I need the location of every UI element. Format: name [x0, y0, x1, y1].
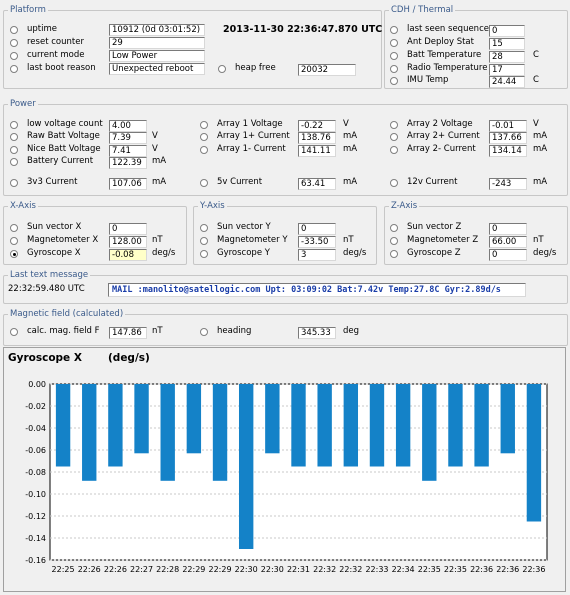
array2m-current-unit: mA	[533, 144, 548, 154]
heading-label: heading	[217, 326, 252, 336]
last-boot-label: last boot reason	[27, 63, 96, 73]
radio-temp-radio[interactable]	[390, 65, 398, 73]
x-tick-label: 22:28	[156, 565, 180, 574]
chart-title: Gyroscope X	[8, 352, 82, 364]
x-tick-label: 22:35	[417, 565, 441, 574]
power-title: Power	[10, 99, 36, 109]
heap-free-field[interactable]: 20032	[298, 64, 356, 76]
sun-vector-y-radio[interactable]	[200, 224, 208, 232]
array2p-current-field[interactable]: 137.66	[489, 132, 527, 144]
array2p-current-radio[interactable]	[390, 133, 398, 141]
nice-batt-radio[interactable]	[10, 146, 18, 154]
v12-radio[interactable]	[390, 179, 398, 187]
array1p-current-unit: mA	[343, 131, 358, 141]
magfield-title: Magnetic field (calculated)	[10, 309, 124, 319]
bar	[108, 384, 122, 467]
current-mode-radio[interactable]	[10, 52, 18, 60]
ant-deploy-label: Ant Deploy Stat	[407, 37, 474, 47]
magnetometer-y-unit: nT	[343, 235, 354, 245]
bar	[501, 384, 515, 453]
y-tick-label: -0.10	[25, 490, 46, 499]
low-voltage-label: low voltage count	[27, 119, 103, 129]
y-tick-label: -0.04	[25, 424, 46, 433]
v12-label: 12v Current	[407, 177, 458, 187]
x-tick-label: 22:36	[496, 565, 520, 574]
gyroscope-y-field[interactable]: 3	[298, 249, 336, 261]
array2-voltage-radio[interactable]	[390, 121, 398, 129]
magnetometer-z-unit: nT	[533, 235, 544, 245]
batt-current-field[interactable]: 122.39	[109, 157, 147, 169]
array2-voltage-field[interactable]: -0.01	[489, 120, 527, 132]
current-mode-field[interactable]: Low Power	[109, 50, 205, 62]
last-seen-radio[interactable]	[390, 26, 398, 34]
reset-counter-radio[interactable]	[10, 39, 18, 47]
calc-mag-radio[interactable]	[10, 328, 18, 336]
nice-batt-field[interactable]: 7.41	[109, 145, 147, 157]
y-tick-label: -0.02	[25, 402, 46, 411]
sun-vector-z-field[interactable]: 0	[489, 223, 527, 235]
x-tick-label: 22:36	[470, 565, 494, 574]
message-title: Last text message	[10, 270, 89, 280]
v33-field[interactable]: 107.06	[109, 178, 147, 190]
imu-temp-unit: C	[533, 75, 539, 85]
gyroscope-z-label: Gyroscope Z	[407, 248, 461, 258]
bar	[396, 384, 410, 467]
array1-voltage-label: Array 1 Voltage	[217, 119, 283, 129]
gyroscope-z-field[interactable]: 0	[489, 249, 527, 261]
x-tick-label: 22:30	[234, 565, 258, 574]
low-voltage-field[interactable]: 4.00	[109, 120, 147, 132]
heap-free-label: heap free	[235, 63, 276, 73]
batt-current-label: Battery Current	[27, 156, 94, 166]
y-tick-label: -0.12	[25, 512, 46, 521]
heading-unit: deg	[343, 326, 360, 336]
x-tick-label: 22:29	[182, 565, 206, 574]
last-seen-label: last seen sequence	[407, 24, 489, 34]
sun-vector-x-radio[interactable]	[10, 224, 18, 232]
sun-vector-x-field[interactable]: 0	[109, 223, 147, 235]
calc-mag-label: calc. mag. field F	[27, 326, 100, 336]
timestamp: 2013-11-30 22:36:47.870 UTC	[223, 24, 383, 35]
gyroscope-y-radio[interactable]	[200, 250, 208, 258]
radio-temp-field[interactable]: 17	[489, 64, 525, 76]
v5-field[interactable]: 63.41	[298, 178, 336, 190]
array2m-current-field[interactable]: 134.14	[489, 145, 527, 157]
gyroscope-z-unit: deg/s	[533, 248, 557, 258]
heap-free-radio[interactable]	[218, 65, 226, 73]
magnetometer-y-radio[interactable]	[200, 237, 208, 245]
batt-temp-unit: C	[533, 50, 539, 60]
magnetometer-z-label: Magnetometer Z	[407, 235, 479, 245]
reset-counter-label: reset counter	[27, 37, 84, 47]
magnetometer-x-radio[interactable]	[10, 237, 18, 245]
chart-unit-label: (deg/s)	[108, 352, 150, 364]
x-tick-label: 22:35	[443, 565, 467, 574]
x-tick-label: 22:34	[391, 565, 415, 574]
calc-mag-unit: nT	[152, 326, 163, 336]
imu-temp-radio[interactable]	[390, 77, 398, 85]
bar	[161, 384, 175, 481]
x-tick-label: 22:27	[130, 565, 154, 574]
array1-voltage-field[interactable]: -0.22	[298, 120, 336, 132]
raw-batt-radio[interactable]	[10, 133, 18, 141]
calc-mag-field[interactable]: 147.86	[109, 327, 147, 339]
gyroscope-y-unit: deg/s	[343, 248, 367, 258]
sun-vector-z-label: Sun vector Z	[407, 222, 462, 232]
imu-temp-field[interactable]: 24.44	[489, 76, 525, 88]
magnetometer-x-label: Magnetometer X	[27, 235, 99, 245]
v5-label: 5v Current	[217, 177, 263, 187]
y-axis-title: Y-Axis	[200, 201, 225, 211]
v12-unit: mA	[533, 177, 548, 187]
y-tick-label: -0.06	[25, 446, 46, 455]
batt-temp-field[interactable]: 28	[489, 51, 525, 63]
magnetometer-z-radio[interactable]	[390, 237, 398, 245]
imu-temp-label: IMU Temp	[407, 75, 449, 85]
bar	[370, 384, 384, 467]
sun-vector-y-field[interactable]: 0	[298, 223, 336, 235]
batt-current-radio[interactable]	[10, 158, 18, 166]
reset-counter-field[interactable]: 29	[109, 37, 205, 49]
message-field[interactable]: MAIL :manolito@satellogic.com Upt: 03:09:02 Bat:7.42v Temp:27.8C Gyr:2.89d/s	[108, 283, 526, 297]
bar	[527, 384, 541, 522]
magnetometer-y-field[interactable]: -33.50	[298, 236, 336, 248]
v5-unit: mA	[343, 177, 358, 187]
last-boot-field[interactable]: Unexpected reboot	[109, 63, 205, 75]
bar	[291, 384, 305, 467]
raw-batt-label: Raw Batt Voltage	[27, 131, 100, 141]
x-axis-title: X-Axis	[10, 201, 36, 211]
chart-panel	[3, 347, 566, 592]
current-mode-label: current mode	[27, 50, 85, 60]
low-voltage-radio[interactable]	[10, 121, 18, 129]
x-tick-label: 22:32	[339, 565, 363, 574]
raw-batt-field[interactable]: 7.39	[109, 132, 147, 144]
bar	[213, 384, 227, 481]
array1-voltage-unit: V	[343, 119, 349, 129]
nice-batt-unit: V	[152, 144, 158, 154]
z-axis-title: Z-Axis	[391, 201, 418, 211]
batt-temp-label: Batt Temperature	[407, 50, 482, 60]
sun-vector-x-label: Sun vector X	[27, 222, 82, 232]
array1m-current-unit: mA	[343, 144, 358, 154]
array1-voltage-radio[interactable]	[200, 121, 208, 129]
sun-vector-z-radio[interactable]	[390, 224, 398, 232]
magnetometer-z-field[interactable]: 66.00	[489, 236, 527, 248]
v33-radio[interactable]	[10, 179, 18, 187]
x-tick-label: 22:31	[286, 565, 311, 574]
v33-label: 3v3 Current	[27, 177, 78, 187]
heading-field[interactable]: 345.33	[298, 327, 336, 339]
bar	[134, 384, 148, 453]
gyroscope-x-field[interactable]: -0.08	[109, 249, 147, 261]
v5-radio[interactable]	[200, 179, 208, 187]
bar	[422, 384, 436, 481]
x-tick-label: 22:33	[365, 565, 389, 574]
y-tick-label: -0.08	[25, 468, 46, 477]
x-tick-label: 22:26	[103, 565, 127, 574]
array2-voltage-label: Array 2 Voltage	[407, 119, 473, 129]
bar	[317, 384, 331, 467]
raw-batt-unit: V	[152, 131, 158, 141]
y-tick-label: -0.14	[25, 534, 46, 543]
ant-deploy-field[interactable]: 15	[489, 38, 525, 50]
platform-title: Platform	[10, 5, 46, 15]
nice-batt-label: Nice Batt Voltage	[27, 144, 101, 154]
bar	[82, 384, 96, 481]
x-tick-label: 22:36	[522, 565, 546, 574]
array2m-current-radio[interactable]	[390, 146, 398, 154]
array1p-current-label: Array 1+ Current	[217, 131, 290, 141]
bar	[344, 384, 358, 467]
radio-temp-label: Radio Temperature	[407, 63, 488, 73]
array2-voltage-unit: V	[533, 119, 539, 129]
array1m-current-radio[interactable]	[200, 146, 208, 154]
magnetometer-y-label: Magnetometer Y	[217, 235, 288, 245]
batt-temp-radio[interactable]	[390, 52, 398, 60]
array1m-current-label: Array 1- Current	[217, 144, 286, 154]
bar	[474, 384, 488, 467]
gyroscope-x-radio[interactable]	[10, 250, 18, 258]
ant-deploy-radio[interactable]	[390, 39, 398, 47]
array2m-current-label: Array 2- Current	[407, 144, 476, 154]
v12-field[interactable]: -243	[489, 178, 527, 190]
y-tick-label: -0.16	[25, 556, 46, 565]
x-tick-label: 22:25	[51, 565, 75, 574]
last-seen-field[interactable]: 0	[489, 25, 525, 37]
gyroscope-x-chart	[4, 348, 565, 591]
cdh-title: CDH / Thermal	[391, 5, 454, 15]
bar	[265, 384, 279, 453]
array2p-current-label: Array 2+ Current	[407, 131, 480, 141]
magnetometer-x-unit: nT	[152, 235, 163, 245]
heading-radio[interactable]	[200, 328, 208, 336]
uptime-label: uptime	[27, 24, 57, 34]
bar	[187, 384, 201, 453]
message-time: 22:32:59.480 UTC	[8, 284, 85, 294]
x-tick-label: 22:29	[208, 565, 232, 574]
bar	[239, 384, 253, 549]
v33-unit: mA	[152, 177, 167, 187]
last-boot-radio[interactable]	[10, 65, 18, 73]
x-tick-label: 22:30	[260, 565, 284, 574]
array2p-current-unit: mA	[533, 131, 548, 141]
bar	[448, 384, 462, 467]
gyroscope-y-label: Gyroscope Y	[217, 248, 270, 258]
uptime-radio[interactable]	[10, 26, 18, 34]
batt-current-unit: mA	[152, 156, 167, 166]
array1m-current-field[interactable]: 141.11	[298, 145, 336, 157]
gyroscope-z-radio[interactable]	[390, 250, 398, 258]
magnetometer-x-field[interactable]: 128.00	[109, 236, 147, 248]
x-tick-label: 22:26	[77, 565, 101, 574]
array1p-current-radio[interactable]	[200, 133, 208, 141]
x-tick-label: 22:32	[313, 565, 337, 574]
sun-vector-y-label: Sun vector Y	[217, 222, 271, 232]
array1p-current-field[interactable]: 138.76	[298, 132, 336, 144]
gyroscope-x-unit: deg/s	[152, 248, 176, 258]
y-tick-label: 0.00	[28, 380, 46, 389]
gyroscope-x-label: Gyroscope X	[27, 248, 81, 258]
uptime-field[interactable]: 10912 (0d 03:01:52)	[109, 24, 205, 36]
bar	[56, 384, 70, 467]
